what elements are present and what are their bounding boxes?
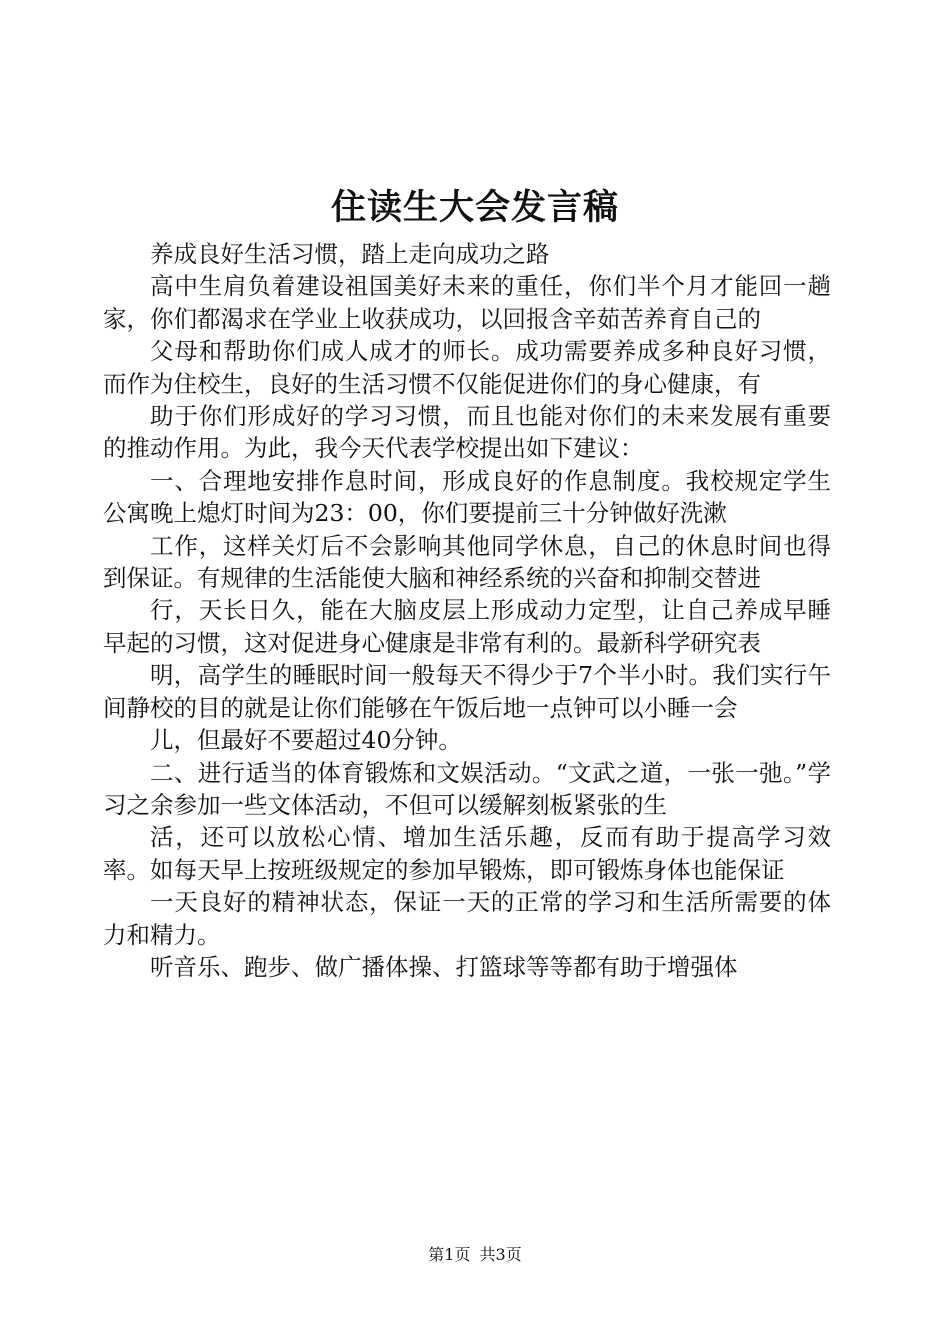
paragraph-subtitle: 养成良好生活习惯，踏上走向成功之路 bbox=[150, 240, 550, 268]
paragraph: 父母和帮助你们成人成才的师长。成功需要养成多种良好习惯，而作为住校生，良好的生活习惯不仅能促进你们的身心健康，有 bbox=[103, 337, 831, 398]
paragraph: 听音乐、跑步、做广播体操、打篮球等等都有助于增强体 bbox=[150, 952, 738, 981]
paragraph: 一天良好的精神状态，保证一天的正常的学习和生活所需要的体力和精力。 bbox=[103, 888, 831, 949]
paragraph: 活，还可以放松心情、增加生活乐趣，反而有助于提高学习效率。如每天早上按班级规定的参加早锻炼，即可锻炼身体也能保证 bbox=[103, 823, 831, 884]
page-footer bbox=[0, 1244, 950, 1266]
paragraph: 行，天长日久，能在大脑皮层上形成动力定型，让自己养成早睡早起的习惯，这对促进身心健康是非常有利的。最新科学研究表 bbox=[103, 596, 831, 657]
paragraph: 明，高学生的睡眠时间一般每天不得少于7个半小时。我们实行午间静校的目的就是让你们能够在午饭后地一点钟可以小睡一会 bbox=[103, 661, 831, 722]
paragraph: 一、合理地安排作息时间，形成良好的作息制度。我校规定学生公寓晚上熄灯时间为23：00，你们要提前三十分钟做好洗漱 bbox=[103, 466, 831, 528]
paragraph: 二、进行适当的体育锻炼和文娱活动。“文武之道，一张一弛。”学习之余参加一些文体活动，不但可以缓解刻板紧张的生 bbox=[103, 758, 831, 819]
paragraph: 儿，但最好不要超过40分钟。 bbox=[150, 726, 462, 755]
paragraph: 助于你们形成好的学习习惯，而且也能对你们的未来发展有重要的推动作用。为此，我今天代表学校提出如下建议： bbox=[103, 402, 831, 463]
document-body bbox=[103, 238, 831, 983]
page-number-indicator: 第1页 共3页 bbox=[428, 1245, 522, 1264]
document-title: 住读生大会发言稿 bbox=[330, 187, 619, 228]
paragraph: 高中生肩负着建设祖国美好未来的重任，你们半个月才能回一趟家，你们都渴求在学业上收获成功，以回报含辛茹苦养育自己的 bbox=[103, 272, 831, 333]
paragraph: 工作，这样关灯后不会影响其他同学休息，自己的休息时间也得到保证。有规律的生活能使大脑和神经系统的兴奋和抑制交替进 bbox=[103, 531, 831, 593]
